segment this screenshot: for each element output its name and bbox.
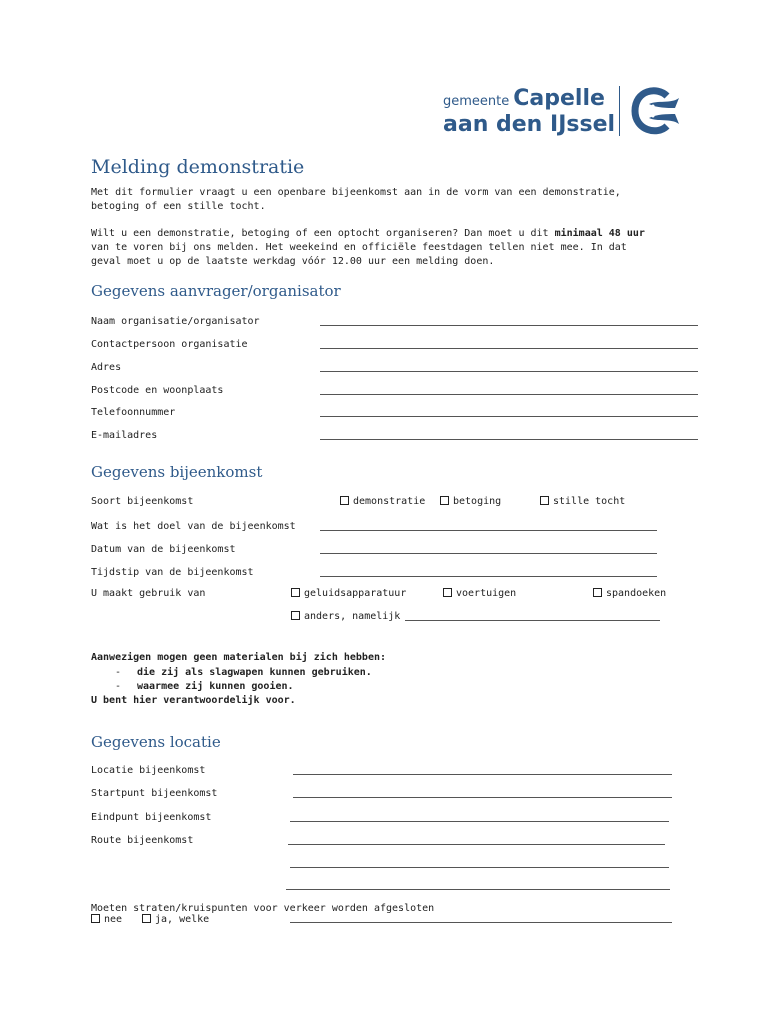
field-label-time: Tijdstip van de bijeenkomst — [91, 567, 254, 578]
checkbox-label: anders, namelijk — [304, 611, 401, 622]
warning-bullet-1: - — [115, 667, 122, 678]
logo-divider — [619, 86, 620, 136]
checkbox-icon[interactable] — [443, 588, 452, 597]
field-line-contact[interactable] — [320, 348, 698, 349]
warning-item-2: waarmee zij kunnen gooien. — [137, 681, 294, 692]
checkbox-icon[interactable] — [440, 496, 449, 505]
fish-emblem-icon — [627, 84, 681, 138]
field-line-other[interactable] — [405, 620, 660, 621]
checkbox-betoging[interactable] — [440, 496, 501, 507]
field-line-organisation[interactable] — [320, 325, 698, 326]
checkbox-label: demonstratie — [353, 496, 426, 507]
field-label-route: Route bijeenkomst — [91, 835, 194, 846]
warning-title: Aanwezigen mogen geen materialen bij zich hebben: — [91, 652, 387, 663]
field-label-location: Locatie bijeenkomst — [91, 765, 206, 776]
field-label-type: Soort bijeenkomst — [91, 496, 194, 507]
field-label-contact: Contactpersoon organisatie — [91, 339, 248, 350]
intro-paragraph-2 — [91, 227, 645, 269]
intro-text: Wilt u een demonstratie, betoging of een optocht organiseren? Dan moet u dit — [91, 228, 555, 239]
field-label-email: E-mailadres — [91, 430, 158, 441]
field-line-route-1[interactable] — [288, 844, 665, 845]
checkbox-label: betoging — [453, 496, 502, 507]
checkbox-sound-equipment[interactable] — [291, 588, 406, 599]
field-label-purpose: Wat is het doel van de bijeenkomst — [91, 521, 296, 532]
field-line-email[interactable] — [320, 439, 698, 440]
checkbox-icon[interactable] — [593, 588, 602, 597]
checkbox-stille-tocht[interactable] — [540, 496, 625, 507]
municipality-logo — [443, 84, 683, 140]
checkbox-label: ja, welke — [155, 914, 210, 925]
field-line-address[interactable] — [320, 371, 698, 372]
field-label-end: Eindpunt bijeenkomst — [91, 812, 212, 823]
checkbox-icon[interactable] — [91, 914, 100, 923]
intro-text-rest: van te voren bij ons melden. Het weekeind en officiële feestdagen tellen niet mee. In dat geval moet u op de laatste werkdag vóór 12.00 uur een melding doen. — [91, 242, 627, 267]
field-line-purpose[interactable] — [320, 530, 657, 531]
field-label-organisation: Naam organisatie/organisator — [91, 316, 260, 327]
checkbox-icon[interactable] — [340, 496, 349, 505]
field-line-start[interactable] — [293, 797, 672, 798]
checkbox-label: geluidsapparatuur — [304, 588, 407, 599]
checkbox-no[interactable] — [91, 914, 122, 925]
page-title: Melding demonstratie — [91, 156, 305, 178]
warning-footer: U bent hier verantwoordelijk voor. — [91, 695, 296, 706]
field-line-phone[interactable] — [320, 416, 698, 417]
field-label-date: Datum van de bijeenkomst — [91, 544, 236, 555]
section-heading-applicant: Gegevens aanvrager/organisator — [91, 282, 341, 300]
field-line-end[interactable] — [290, 821, 669, 822]
section-heading-gathering: Gegevens bijeenkomst — [91, 463, 263, 481]
checkbox-icon[interactable] — [142, 914, 151, 923]
checkbox-label: nee — [104, 914, 123, 925]
field-line-route-2[interactable] — [290, 867, 669, 868]
field-label-postcode: Postcode en woonplaats — [91, 385, 224, 396]
field-label-start: Startpunt bijeenkomst — [91, 788, 218, 799]
logo-gemeente-text: gemeente — [443, 94, 510, 109]
logo-capelle-text: Capelle — [513, 86, 605, 111]
checkbox-icon[interactable] — [291, 611, 300, 620]
field-line-date[interactable] — [320, 553, 657, 554]
checkbox-demonstratie[interactable] — [340, 496, 425, 507]
checkbox-label: voertuigen — [456, 588, 517, 599]
field-line-time[interactable] — [320, 576, 657, 577]
checkbox-icon[interactable] — [291, 588, 300, 597]
field-line-road-closure[interactable] — [290, 922, 672, 923]
field-label-usage: U maakt gebruik van — [91, 588, 206, 599]
checkbox-vehicles[interactable] — [443, 588, 516, 599]
logo-ijssel-text: aan den IJssel — [443, 112, 616, 137]
checkbox-icon[interactable] — [540, 496, 549, 505]
intro-emphasis: minimaal 48 uur — [554, 228, 645, 239]
checkbox-other[interactable] — [291, 611, 400, 622]
field-label-road-closure: Moeten straten/kruispunten voor verkeer worden afgesloten — [91, 903, 435, 914]
checkbox-yes-which[interactable] — [142, 914, 209, 925]
checkbox-label: spandoeken — [606, 588, 667, 599]
field-line-location[interactable] — [293, 774, 672, 775]
warning-item-1: die zij als slagwapen kunnen gebruiken. — [137, 667, 372, 678]
field-label-address: Adres — [91, 362, 122, 373]
field-line-route-3[interactable] — [286, 889, 670, 890]
section-heading-location: Gegevens locatie — [91, 733, 221, 751]
warning-bullet-2: - — [115, 681, 122, 692]
field-line-postcode[interactable] — [320, 394, 698, 395]
checkbox-label: stille tocht — [553, 496, 626, 507]
checkbox-banners[interactable] — [593, 588, 666, 599]
intro-paragraph-1: Met dit formulier vraagt u een openbare bijeenkomst aan in de vorm van een demonstratie, betoging of een stille tocht. — [91, 187, 621, 212]
field-label-phone: Telefoonnummer — [91, 407, 176, 418]
